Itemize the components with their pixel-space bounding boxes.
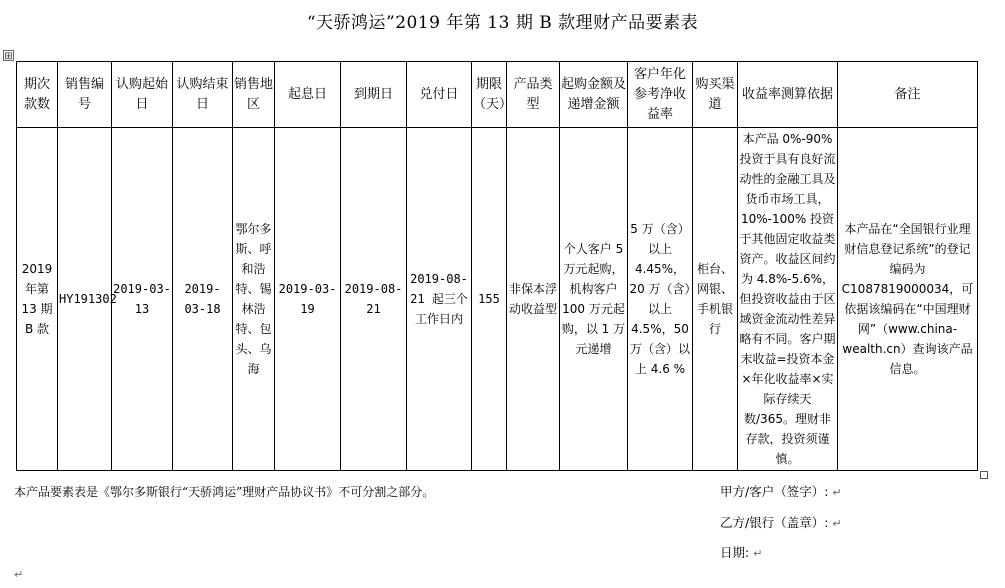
header-sales-region: 销售地区	[233, 62, 275, 128]
party-b-signature-line	[720, 513, 842, 531]
cell-period: 2019 年第 13 期 B 款	[17, 128, 58, 471]
cell-remark: 本产品在“全国银行业理财信息登记系统”的登记编码为 C1087819000034，可依据该编码在“中国理财网”（www.china-wealth.cn）查询该产品信息。	[838, 128, 978, 471]
return-mark-icon: ↵	[832, 486, 842, 499]
header-minimum-amount: 起购金额及递增金额	[560, 62, 628, 128]
cell-reference-rate: 5 万（含）以上 4.45%，20 万（含）以上 4.5%，50 万（含）以上 4.6 %	[628, 128, 693, 471]
party-a-label: 甲方/客户（签字）:	[720, 484, 829, 499]
cell-subscription-end: 2019-03-18	[173, 128, 233, 471]
header-subscription-end: 认购结束日	[173, 62, 233, 128]
party-b-label: 乙方/银行（盖章）:	[720, 515, 829, 530]
table-resize-handle[interactable]	[980, 471, 988, 479]
document-title: “天骄鸿运”2019 年第 13 期 B 款理财产品要素表	[306, 13, 699, 33]
header-term: 期限（天）	[472, 62, 507, 128]
return-mark-icon: ↵	[14, 568, 24, 581]
cell-payment-date: 2019-08-21 起三个工作日内	[407, 128, 472, 471]
cell-minimum-amount: 个人客户 5 万元起购，机构客户 100 万元起购，以 1 万元递增	[560, 128, 628, 471]
header-maturity-date: 到期日	[341, 62, 407, 128]
return-mark-icon: ↵	[832, 517, 842, 530]
table-row	[17, 128, 978, 471]
header-value-date: 起息日	[275, 62, 341, 128]
product-elements-table	[16, 61, 978, 471]
header-channel: 购买渠道	[693, 62, 738, 128]
table-header-row	[17, 62, 978, 128]
cell-sales-code: HY191302	[58, 128, 112, 471]
table-move-handle-icon[interactable]: ⊞	[4, 51, 13, 62]
cell-value-date: 2019-03-19	[275, 128, 341, 471]
date-line	[720, 543, 762, 561]
cell-channel: 柜台、网银、手机银行	[693, 128, 738, 471]
header-payment-date: 兑付日	[407, 62, 472, 128]
cell-term: 155	[472, 128, 507, 471]
cell-sales-region: 鄂尔多斯、呼和浩特、锡林浩特、包头、乌海	[233, 128, 275, 471]
header-remark: 备注	[838, 62, 978, 128]
cell-yield-basis: 本产品 0%-90% 投资于具有良好流动性的金融工具及货币市场工具，10%-100% 投资于其他固定收益类资产。收益区间约为 4.8%-5.6%，但投资收益由于区域资金流动性差异略有不同。客户期末收益=投资本金×年化收益率×实际存续天数/365。理财非存款，投资须谨慎。	[738, 128, 838, 471]
return-mark-icon: ↵	[753, 547, 763, 560]
header-yield-basis: 收益率测算依据	[738, 62, 838, 128]
header-period: 期次款数	[17, 62, 58, 128]
header-product-type: 产品类型	[507, 62, 560, 128]
cell-product-type: 非保本浮动收益型	[507, 128, 560, 471]
agreement-note: 本产品要素表是《鄂尔多斯银行“天骄鸿运”理财产品协议书》不可分割之部分。	[14, 485, 435, 499]
header-sales-code: 销售编号	[58, 62, 112, 128]
cell-subscription-start: 2019-03-13	[112, 128, 173, 471]
date-label: 日期:	[720, 545, 750, 560]
header-reference-rate: 客户年化参考净收益率	[628, 62, 693, 128]
header-subscription-start: 认购起始日	[112, 62, 173, 128]
party-a-signature-line	[720, 482, 842, 500]
cell-maturity-date: 2019-08-21	[341, 128, 407, 471]
